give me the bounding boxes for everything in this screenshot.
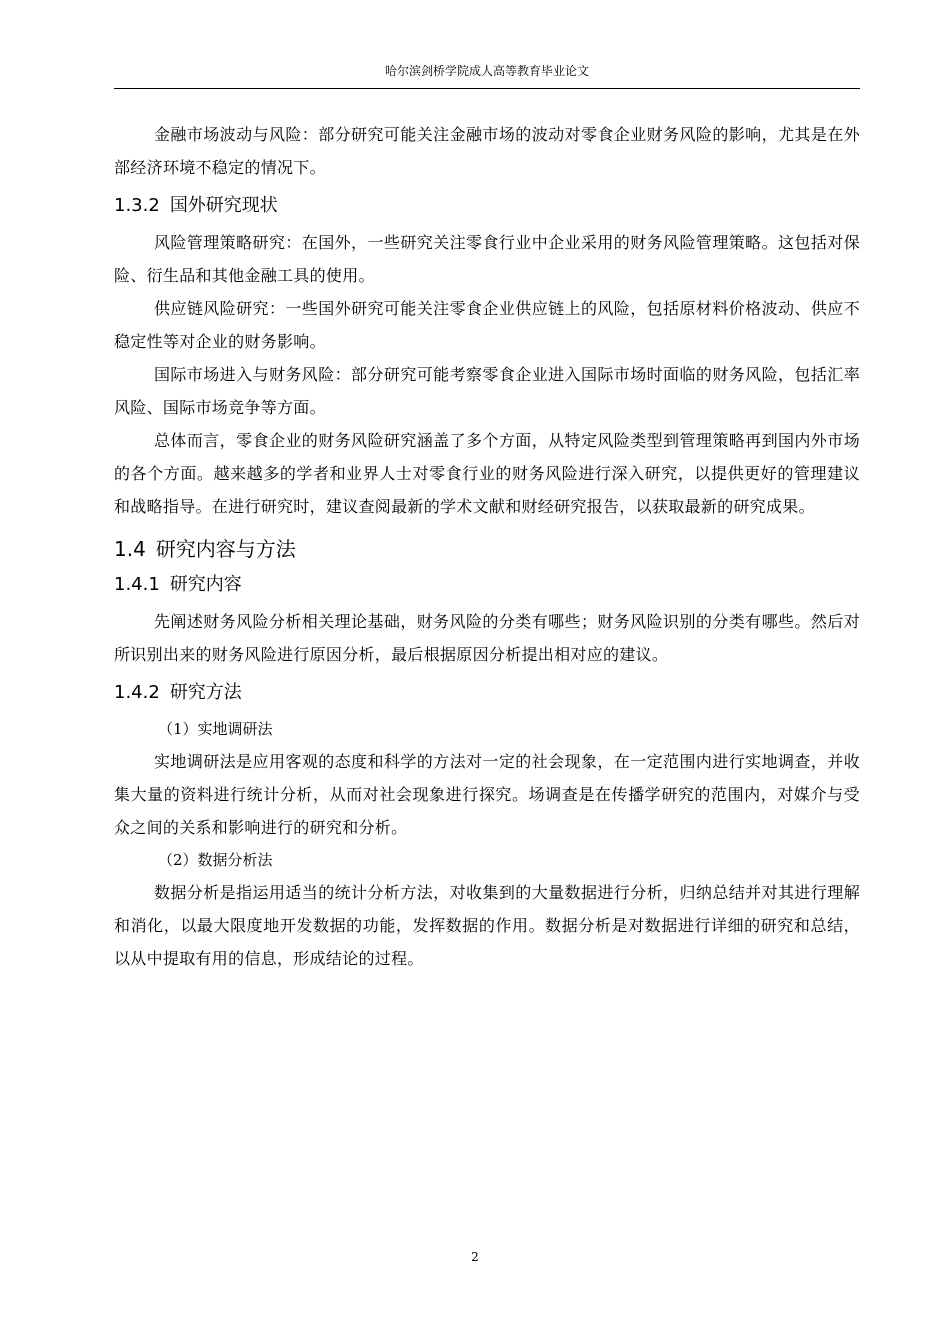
page-number: 2: [471, 1250, 479, 1264]
heading-1-4: [114, 535, 860, 563]
paragraph-research-content: 先阐述财务风险分析相关理论基础，财务风险的分类有哪些；财务风险识别的分类有哪些。然后对所识别出来的财务风险进行原因分析，最后根据原因分析提出相对应的建议。: [114, 612, 860, 664]
method-1-label: （1）实地调研法: [158, 720, 273, 738]
header-rule: [114, 88, 860, 89]
heading-title: 研究方法: [169, 682, 242, 703]
running-header: 哈尔滨剑桥学院成人高等教育毕业论文: [384, 64, 589, 78]
paragraph-international: 国际市场进入与财务风险：部分研究可能考察零食企业进入国际市场时面临的财务风险，包括汇率风险、国际市场竞争等方面。: [114, 365, 860, 417]
heading-number: 1.4: [114, 537, 146, 561]
body-content: [114, 118, 860, 975]
heading-1-4-1: [114, 573, 860, 597]
heading-title: 国外研究现状: [169, 195, 278, 216]
heading-title: 研究内容与方法: [155, 537, 296, 561]
paragraph-supply-chain: 供应链风险研究：一些国外研究可能关注零食企业供应链上的风险，包括原材料价格波动、供应不稳定性等对企业的财务影响。: [114, 299, 860, 351]
method-2-label: （2）数据分析法: [158, 851, 273, 869]
paragraph-data-analysis: 数据分析是指运用适当的统计分析方法，对收集到的大量数据进行分析，归纳总结并对其进行理解和消化，以最大限度地开发数据的功能，发挥数据的作用。数据分析是对数据进行详细的研究和总结，以从中提取有用的信息，形成结论的过程。: [114, 883, 860, 968]
heading-number: 1.3.2: [114, 195, 160, 216]
paragraph-financial-market: 金融市场波动与风险：部分研究可能关注金融市场的波动对零食企业财务风险的影响，尤其是在外部经济环境不稳定的情况下。: [114, 125, 860, 177]
paragraph-risk-strategy: 风险管理策略研究：在国外，一些研究关注零食行业中企业采用的财务风险管理策略。这包括对保险、衍生品和其他金融工具的使用。: [114, 233, 860, 285]
heading-1-3-2: [114, 194, 860, 218]
paragraph-overall: 总体而言，零食企业的财务风险研究涵盖了多个方面，从特定风险类型到管理策略再到国内外市场的各个方面。越来越多的学者和业界人士对零食行业的财务风险进行深入研究，以提供更好的管理建议和战略指导。在进行研究时，建议查阅最新的学术文献和财经研究报告，以获取最新的研究成果。: [114, 431, 860, 516]
paragraph-field-research: 实地调研法是应用客观的态度和科学的方法对一定的社会现象，在一定范围内进行实地调查，并收集大量的资料进行统计分析，从而对社会现象进行探究。场调查是在传播学研究的范围内，对媒介与受众之间的关系和影响进行的研究和分析。: [114, 752, 860, 837]
heading-1-4-2: [114, 681, 860, 705]
heading-number: 1.4.2: [114, 682, 160, 703]
heading-title: 研究内容: [169, 574, 242, 595]
heading-number: 1.4.1: [114, 574, 160, 595]
